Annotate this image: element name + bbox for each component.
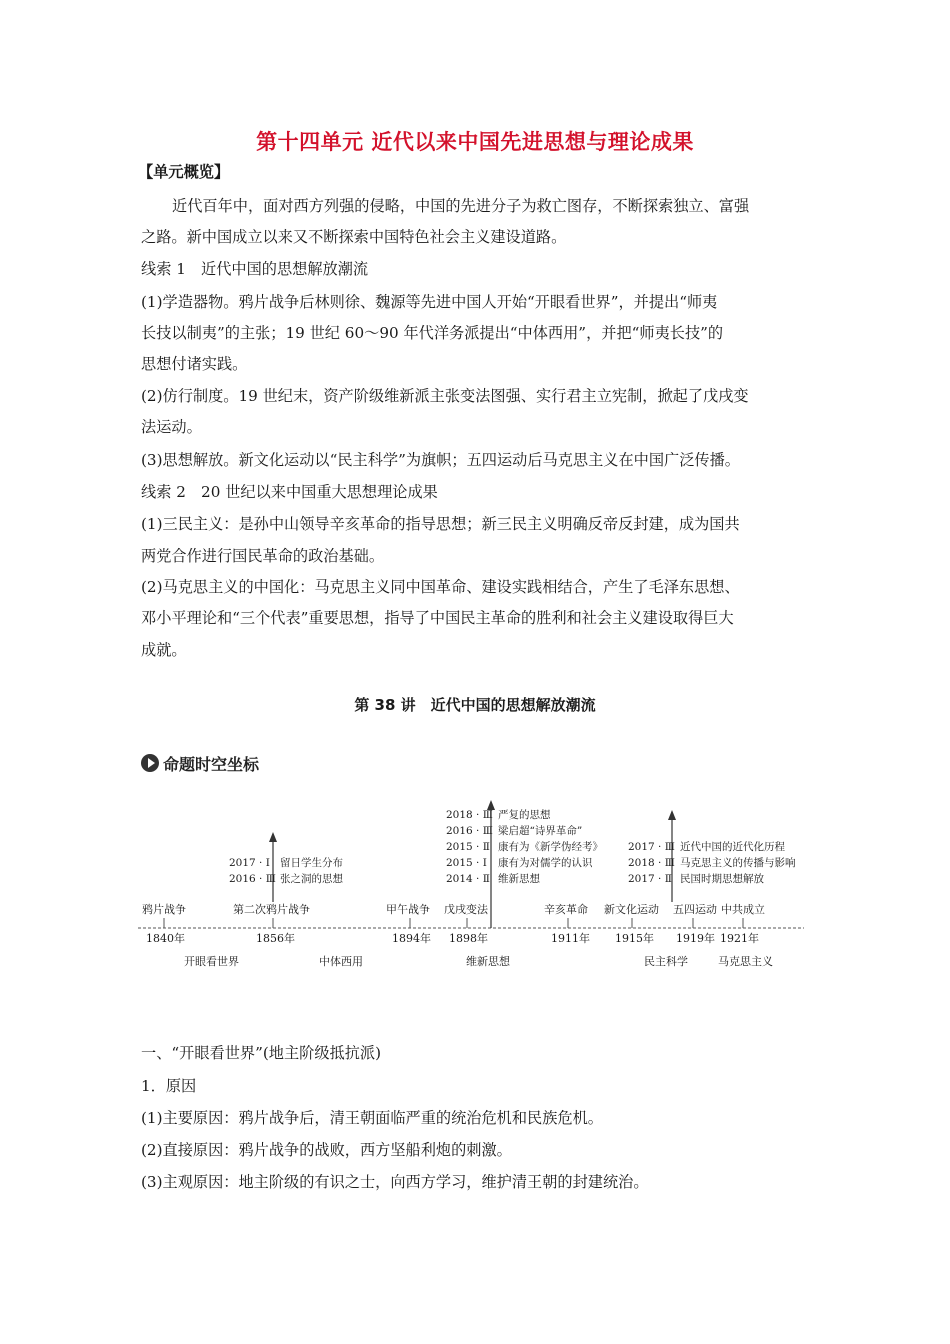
exam-topic: 近代中国的近代化历程 xyxy=(680,841,785,853)
clue1-line: 思想付诸实践。 xyxy=(141,355,248,373)
clue1-heading: 线索 1 近代中国的思想解放潮流 xyxy=(141,260,369,278)
exam-tag: 2018 · Ⅲ xyxy=(628,857,675,869)
exam-tag: 2017 · Ⅱ xyxy=(628,873,672,885)
clue2-line: 成就。 xyxy=(141,641,187,659)
section-item: (2)直接原因：鸦片战争的战败，西方坚船利炮的刺激。 xyxy=(141,1141,512,1159)
exam-tag: 2015 · Ⅱ xyxy=(446,841,490,853)
lecture-title: 第 38 讲 近代中国的思想解放潮流 xyxy=(354,696,596,714)
unit-title: 第十四单元 近代以来中国先进思想与理论成果 xyxy=(256,130,694,154)
exam-topic: 民国时期思想解放 xyxy=(680,873,764,885)
exam-tag: 2017 · Ⅲ xyxy=(628,841,675,853)
overview-line: 之路。新中国成立以来又不断探索中国特色社会主义建设道路。 xyxy=(141,228,567,246)
clue2-line: (2)马克思主义的中国化：马克思主义同中国革命、建设实践相结合，产生了毛泽东思想、 xyxy=(141,578,740,596)
year-label: 1919年 xyxy=(676,932,715,945)
exam-topic: 张之洞的思想 xyxy=(280,873,343,885)
event-label: 戊戌变法 xyxy=(444,903,488,916)
exam-topic: 梁启超“诗界革命” xyxy=(498,825,583,837)
year-label: 1921年 xyxy=(720,932,759,945)
clue2-line: 两党合作进行国民革命的政治基础。 xyxy=(141,547,384,565)
overview-heading: 【单元概览】 xyxy=(138,163,230,181)
event-label: 甲午战争 xyxy=(386,903,430,916)
clue1-line: 法运动。 xyxy=(141,418,202,436)
year-label: 1894年 xyxy=(392,932,431,945)
event-label: 五四运动 xyxy=(673,903,717,916)
section-item: (1)主要原因：鸦片战争后，清王朝面临严重的统治危机和民族危机。 xyxy=(141,1109,603,1127)
exam-topic: 维新思想 xyxy=(498,873,540,885)
event-label: 鸦片战争 xyxy=(142,903,186,916)
clue2-line: 邓小平理论和“三个代表”重要思想，指导了中国民主革命的胜利和社会主义建设取得巨大 xyxy=(141,609,734,627)
thought-label: 马克思主义 xyxy=(718,955,773,968)
exam-topic: 留日学生分布 xyxy=(280,857,343,869)
arrow-head-3 xyxy=(668,810,676,820)
section-item: (3)主观原因：地主阶级的有识之士，向西方学习，维护清王朝的封建统治。 xyxy=(141,1173,649,1191)
exam-tag: 2018 · Ⅲ xyxy=(446,809,493,821)
event-label: 辛亥革命 xyxy=(544,903,588,916)
clue1-line: (1)学造器物。鸦片战争后林则徐、魏源等先进中国人开始“开眼看世界”，并提出“师夷 xyxy=(141,293,718,311)
overview-line: 近代百年中，面对西方列强的侵略，中国的先进分子为救亡图存，不断探索独立、富强 xyxy=(172,197,750,215)
year-label: 1898年 xyxy=(449,932,488,945)
exam-topic: 马克思主义的传播与影响 xyxy=(680,857,796,869)
exam-topic: 康有为《新学伪经考》 xyxy=(498,841,603,853)
year-label: 1856年 xyxy=(256,932,295,945)
thought-label: 民主科学 xyxy=(644,955,688,968)
exam-tag: 2016 · Ⅲ xyxy=(229,873,276,885)
section-heading: 一、“开眼看世界”(地主阶级抵抗派) xyxy=(141,1044,382,1062)
thought-label: 维新思想 xyxy=(466,955,510,968)
thought-label: 中体西用 xyxy=(319,955,363,968)
clue1-line: (2)仿行制度。19 世纪末，资产阶级维新派主张变法图强、实行君主立宪制，掀起了戊戌变 xyxy=(141,387,749,405)
exam-tag: 2016 · Ⅲ xyxy=(446,825,493,837)
event-label: 新文化运动 xyxy=(604,903,659,916)
clue2-heading: 线索 2 20 世纪以来中国重大思想理论成果 xyxy=(141,483,438,501)
event-label: 第二次鸦片战争 xyxy=(233,903,310,916)
clue1-line: (3)思想解放。新文化运动以“民主科学”为旗帜；五四运动后马克思主义在中国广泛传播。 xyxy=(141,451,740,469)
exam-tag: 2014 · Ⅱ xyxy=(446,873,490,885)
arrow-head-1 xyxy=(269,832,277,842)
thought-label: 开眼看世界 xyxy=(184,955,239,968)
exam-tag: 2017 · Ⅰ xyxy=(229,857,270,869)
exam-topic: 康有为对儒学的认识 xyxy=(498,857,593,869)
event-label: 中共成立 xyxy=(721,903,765,916)
coordinate-label: 命题时空坐标 xyxy=(163,754,260,774)
section-subheading: 1．原因 xyxy=(141,1077,197,1095)
year-label: 1911年 xyxy=(551,932,590,945)
year-label: 1915年 xyxy=(615,932,654,945)
year-label: 1840年 xyxy=(146,932,185,945)
exam-tag: 2015 · Ⅰ xyxy=(446,857,487,869)
clue1-line: 长技以制夷”的主张；19 世纪 60～90 年代洋务派提出“中体西用”，并把“师夷长技”的 xyxy=(141,324,724,342)
clue2-line: (1)三民主义：是孙中山领导辛亥革命的指导思想；新三民主义明确反帝反封建，成为国共 xyxy=(141,515,740,533)
exam-topic: 严复的思想 xyxy=(498,809,551,821)
